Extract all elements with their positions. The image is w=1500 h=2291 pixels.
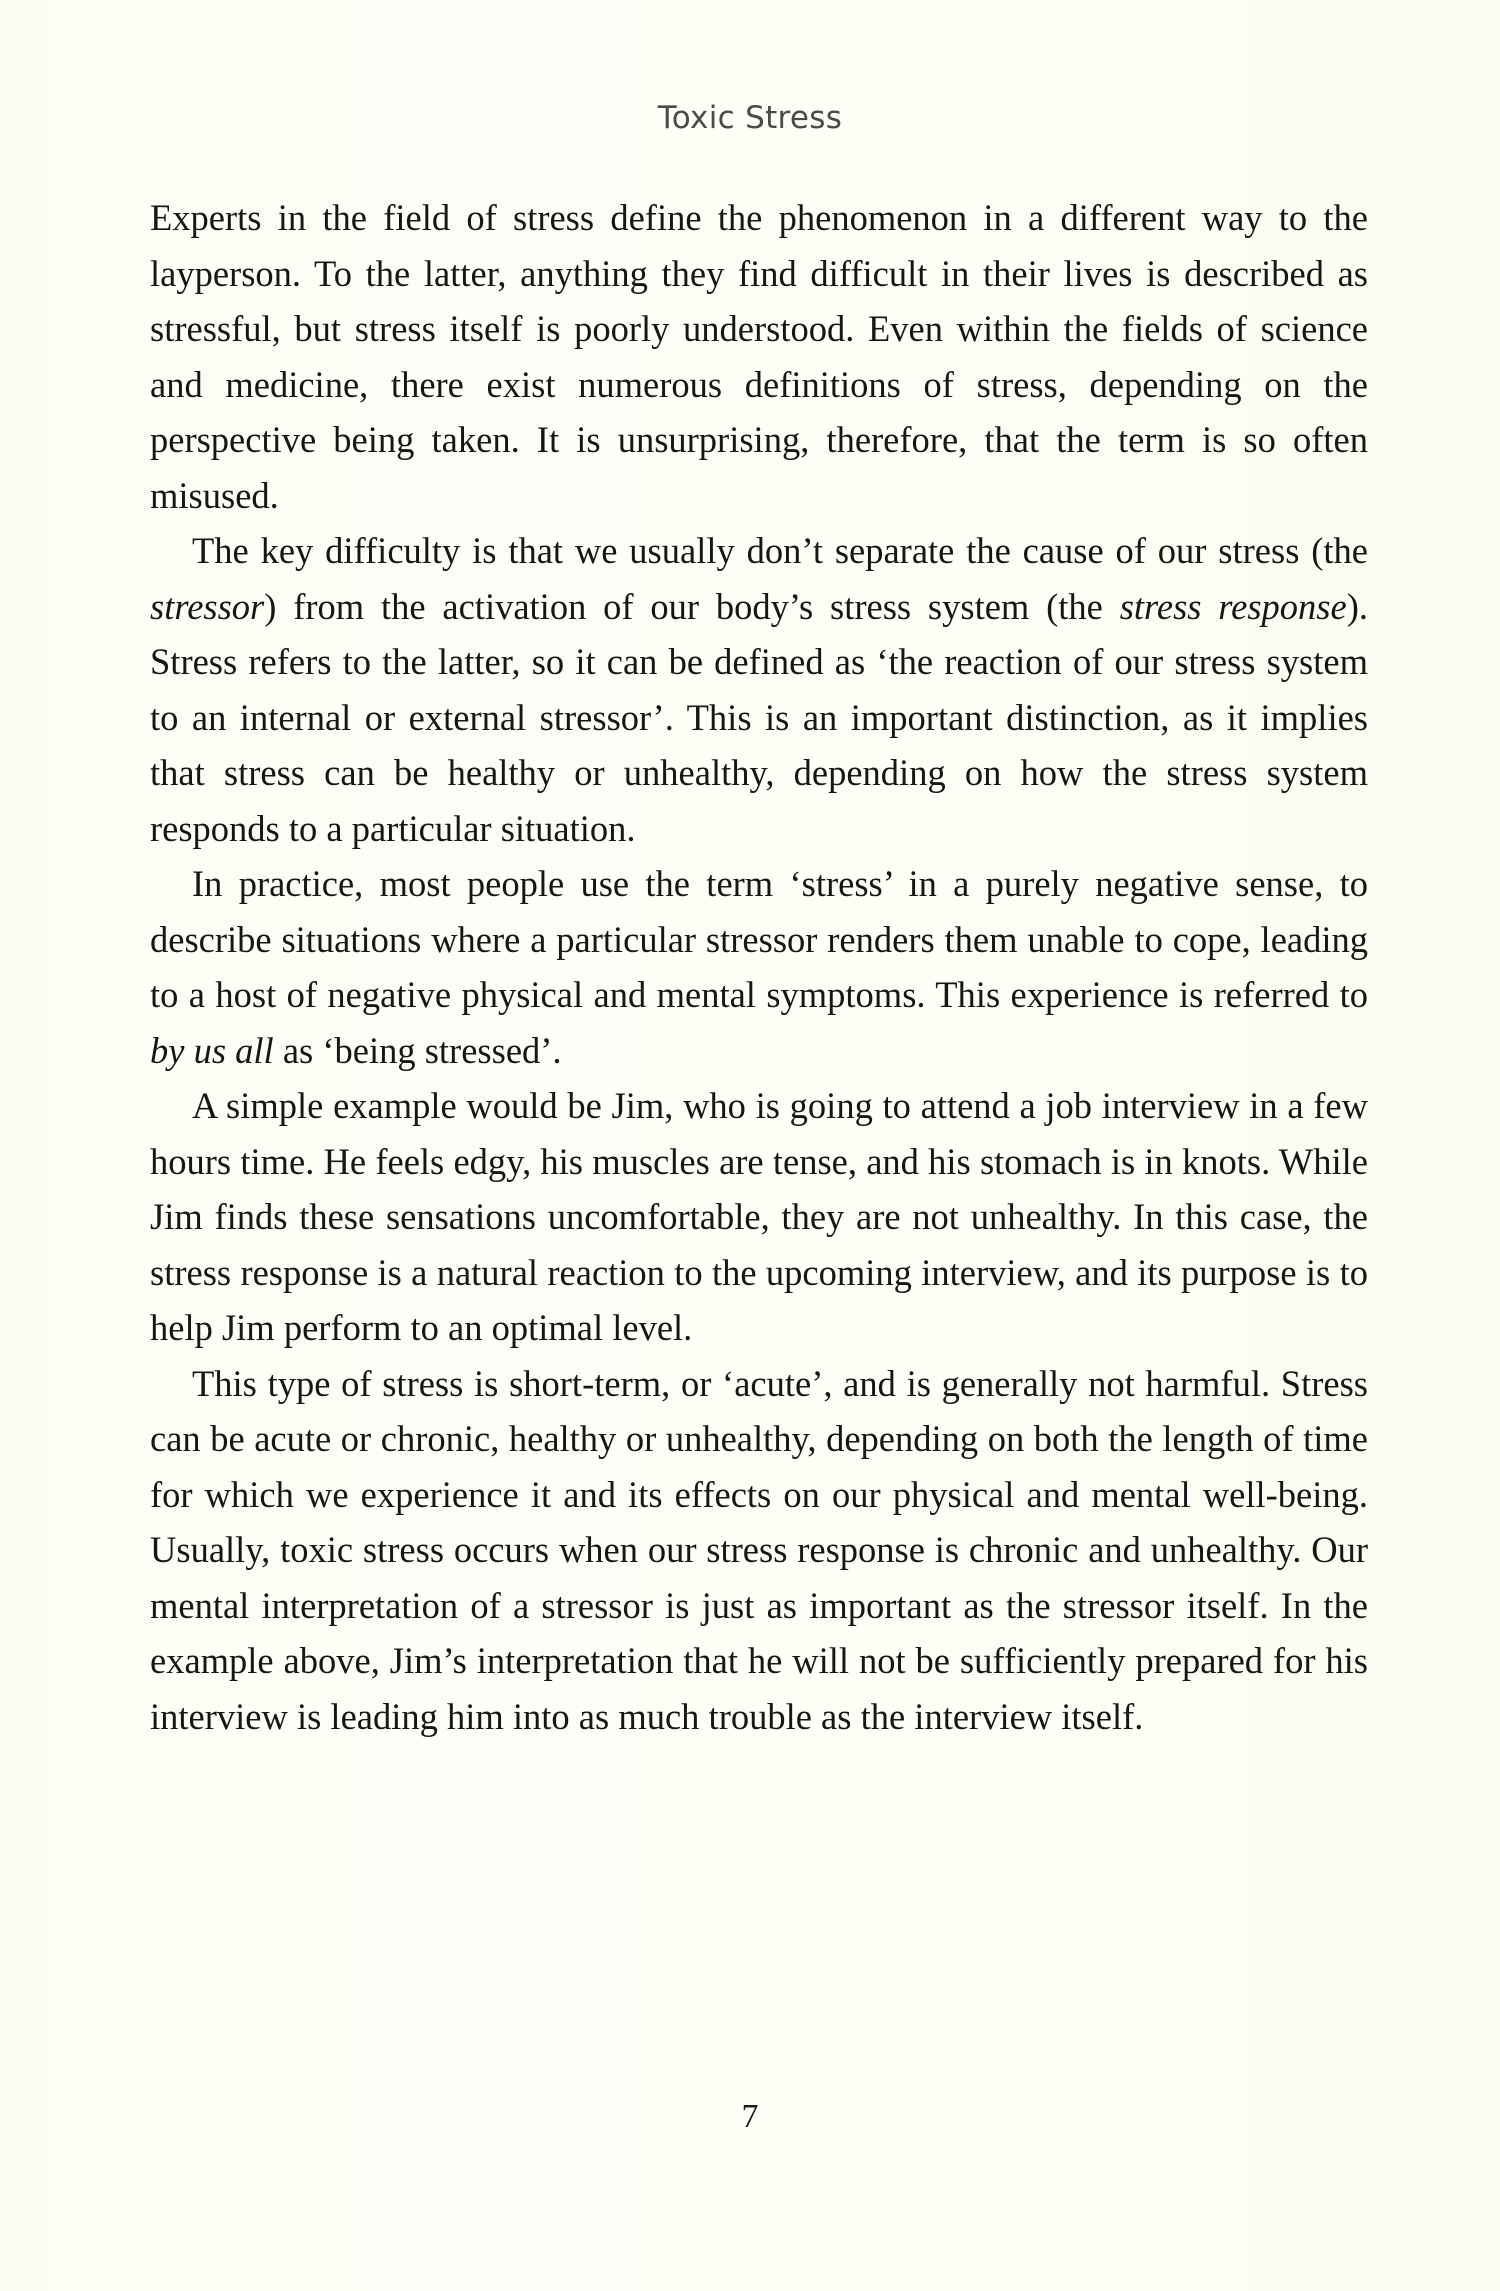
text-run: ) from the activation of our body’s stress system (the bbox=[264, 585, 1120, 627]
paragraph bbox=[150, 856, 1368, 1078]
text-run: ). Stress refers to the latter, so it can be defined as ‘the reaction of our stress system to an internal or external stressor’. This is an important distinction, as it implies that stress can be healthy or unhealthy, depending on how the stress system responds to a particular situation. bbox=[150, 585, 1368, 849]
text-run: The key difficulty is that we usually don’t separate the cause of our stress (the bbox=[192, 530, 1368, 571]
text-run: as ‘being stressed’. bbox=[273, 1029, 562, 1071]
italic-text-run: stressor bbox=[150, 585, 265, 627]
paragraph bbox=[150, 1356, 1368, 1745]
italic-text-run: stress response bbox=[1119, 585, 1347, 627]
running-head: Toxic Stress bbox=[657, 100, 843, 136]
page-number: 7 bbox=[741, 2098, 759, 2135]
paragraph bbox=[150, 190, 1368, 523]
paragraph bbox=[150, 523, 1368, 856]
text-run: In practice, most people use the term ‘stress’ in a purely negative sense, to describe situations where a particular stressor renders them unable to cope, leading to a host of negative physical and mental symptoms. This experience is referred to bbox=[150, 863, 1368, 1015]
italic-text-run: by us all bbox=[150, 1029, 274, 1071]
body-text bbox=[150, 190, 1368, 1744]
text-run: Experts in the field of stress define the phenomenon in a different way to the layperson. To the latter, anything they find difficult in their lives is described as stressful, but stress itself is poorly understood. Even within the fields of science and medicine, there exist numerous definitions of stress, depending on the perspective being taken. It is unsurprising, therefore, that the term is so often misused. bbox=[150, 197, 1368, 516]
paragraph bbox=[150, 1078, 1368, 1356]
text-run: A simple example would be Jim, who is going to attend a job interview in a few hours time. He feels edgy, his muscles are tense, and his stomach is in knots. While Jim finds these sensations uncomfortable, they are not unhealthy. In this case, the stress response is a natural reaction to the upcoming interview, and its purpose is to help Jim perform to an optimal level. bbox=[150, 1085, 1368, 1348]
text-run: This type of stress is short-term, or ‘acute’, and is generally not harmful. Stress can be acute or chronic, healthy or unhealthy, depending on both the length of time for which we experience it and its effects on our physical and mental well-being. Usually, toxic stress occurs when our stress response is chronic and unhealthy. Our mental interpretation of a stressor is just as important as the stressor itself. In the example above, Jim’s interpretation that he will not be sufficiently prepared for his interview is leading him into as much trouble as the interview itself. bbox=[150, 1362, 1368, 1737]
